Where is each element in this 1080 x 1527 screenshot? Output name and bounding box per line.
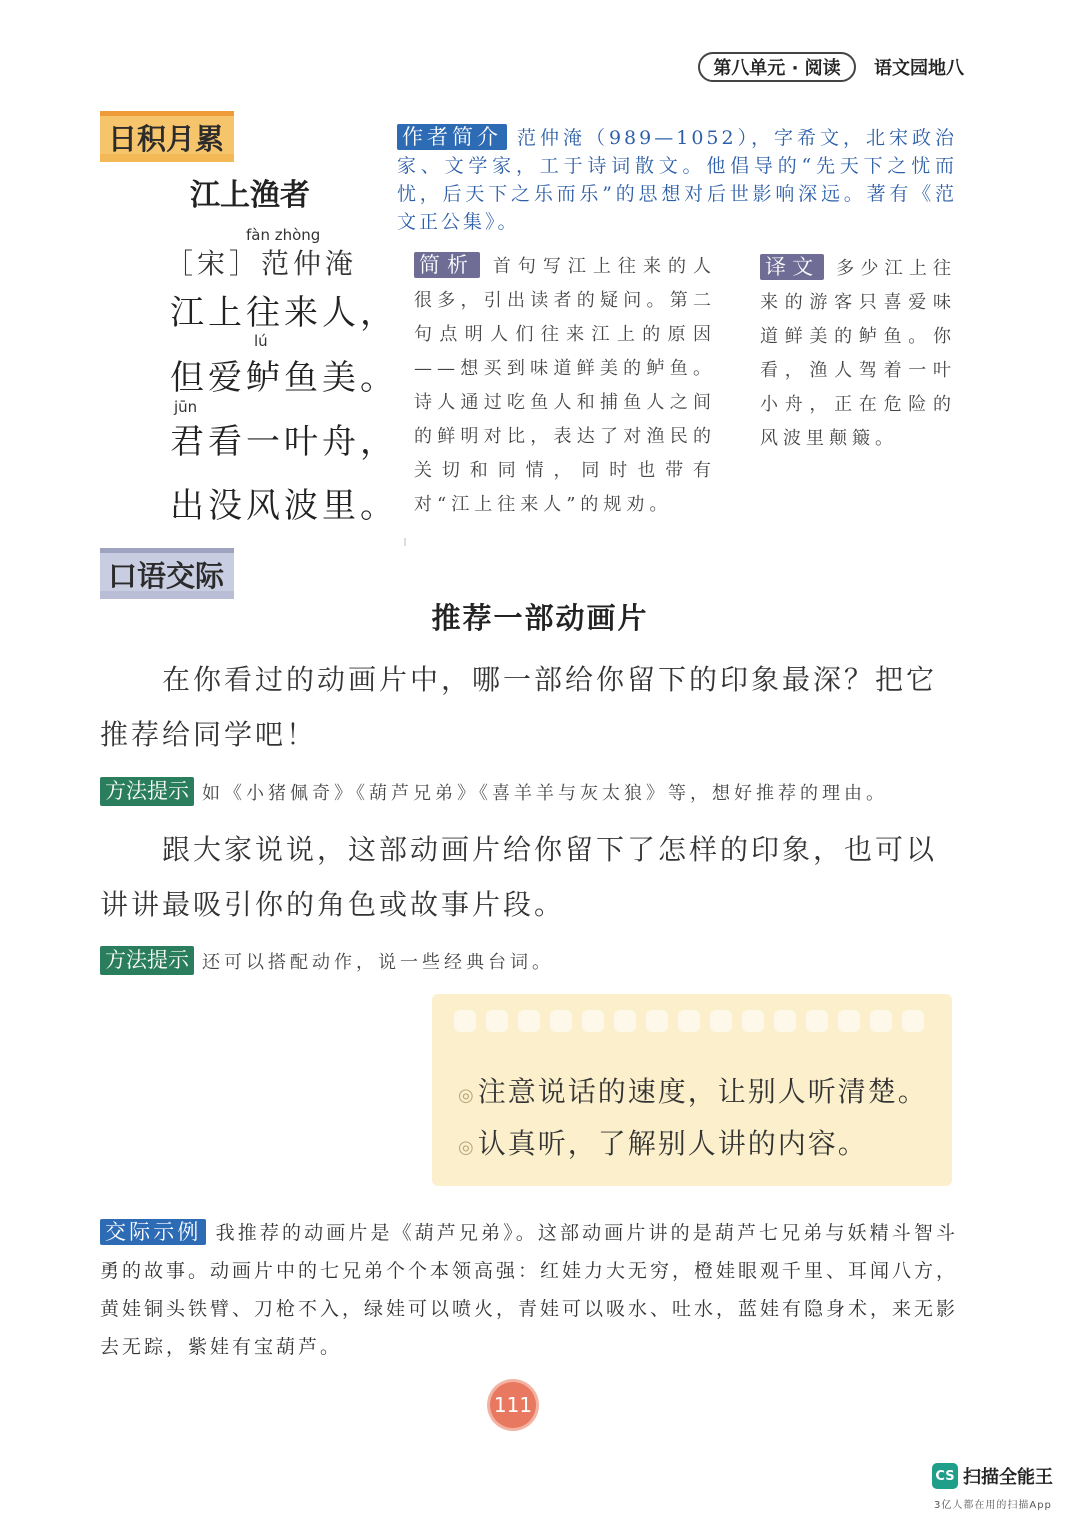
tip-1-label: 方法提示	[100, 777, 194, 806]
section-title: 语文园地八	[874, 58, 964, 79]
author-intro-label: 作者简介	[397, 124, 507, 150]
analysis-block	[414, 250, 716, 522]
author-pinyin: fàn zhòng	[246, 226, 321, 244]
author-intro-text: 范仲淹（989—1052），字希文，北宋政治家、文学家，工于诗词散文。他倡导的“先天下之忧而忧，后天下之乐而乐”的思想对后世影响深远。著有《范文正公集》。	[397, 127, 957, 233]
divider	[404, 538, 406, 546]
camscanner-logo-icon: CS	[932, 1463, 958, 1489]
poem-line-2: 但爱鲈鱼美。	[170, 358, 398, 398]
analysis-label: 简析	[414, 252, 480, 278]
oral-para-1: 在你看过的动画片中，哪一部给你留下的印象最深？把它推荐给同学吧！	[100, 663, 938, 751]
translation-block	[760, 252, 956, 456]
page-number: 111	[490, 1382, 536, 1428]
poem-line-1: 江上往来人，	[170, 293, 398, 333]
watermark-name: 扫描全能王	[963, 1467, 1053, 1488]
oral-title: 推荐一部动画片	[431, 601, 649, 635]
poem-line-2-pinyin: lú	[254, 332, 268, 350]
note-card	[432, 994, 952, 1186]
tip-row-1	[100, 777, 888, 806]
translation-text: 多少江上往来的游客只喜爱味道鲜美的鲈鱼。你看，渔人驾着一叶小舟，正在危险的风波里颠簸。	[760, 258, 957, 449]
poem-line-3: 君看一叶舟，	[170, 422, 398, 462]
unit-label: 第八单元 · 阅读	[698, 52, 856, 82]
translation-label: 译文	[760, 254, 824, 280]
watermark-subtitle: 3亿人都在用的扫描App	[934, 1500, 1052, 1511]
author-intro	[397, 124, 957, 236]
tip-row-2	[100, 946, 554, 975]
oral-tag: 口语交际	[100, 548, 234, 599]
tip-1-text: 如《小猪佩奇》《葫芦兄弟》《喜羊羊与灰太狼》等，想好推荐的理由。	[202, 782, 888, 804]
accumulation-tag: 日积月累	[100, 111, 234, 162]
oral-para-2: 跟大家说说，这部动画片给你留下了怎样的印象，也可以讲讲最吸引你的角色或故事片段。	[100, 833, 938, 921]
poem-author: ［宋］范仲淹	[165, 247, 358, 280]
note-line-1: ◎注意说话的速度，让别人听清楚。	[458, 1075, 928, 1108]
example-text: 我推荐的动画片是《葫芦兄弟》。这部动画片讲的是葫芦七兄弟与妖精斗智斗勇的故事。动画片中的七兄弟个个本领高强：红娃力大无穷，橙娃眼观千里、耳闻八方，黄娃铜头铁臂、刀枪不入，绿娃可以喷火，青娃可以吸水、吐水，蓝娃有隐身术，来无影去无踪，紫娃有宝葫芦。	[100, 1222, 959, 1358]
bullet-icon: ◎	[458, 1085, 476, 1106]
watermark	[932, 1463, 1053, 1489]
analysis-text: 首句写江上往来的人很多，引出读者的疑问。第二句点明人们往来江上的原因——想买到味道鲜美的鲈鱼。诗人通过吃鱼人和捕鱼人之间的鲜明对比，表达了对渔民的关切和同情，同时也带有对“江上往来人”的规劝。	[414, 256, 717, 515]
example-label: 交际示例	[100, 1219, 206, 1245]
tip-2-text: 还可以搭配动作，说一些经典台词。	[202, 951, 554, 973]
film-strip-decoration	[454, 1010, 924, 1032]
bullet-icon: ◎	[458, 1137, 476, 1158]
example-block	[100, 1214, 958, 1366]
tip-2-label: 方法提示	[100, 946, 194, 975]
poem-line-4: 出没风波里。	[170, 486, 398, 526]
poem-line-3-pinyin: jūn	[174, 398, 198, 416]
note-line-2: ◎认真听，了解别人讲的内容。	[458, 1127, 868, 1160]
poem-title: 江上渔者	[190, 178, 310, 213]
